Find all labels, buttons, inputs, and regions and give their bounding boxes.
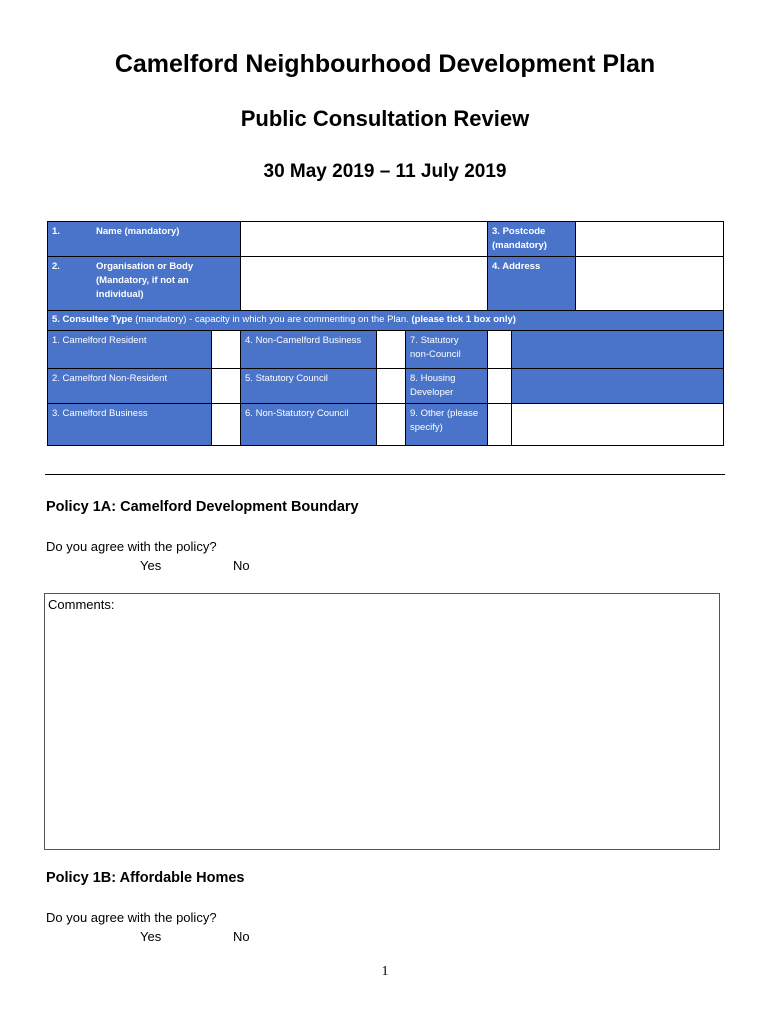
type-label: 7. Statutory non-Council — [406, 331, 488, 369]
organisation-label: Organisation or Body (Mandatory, if not an individual) — [96, 261, 194, 300]
postcode-label: 3. Postcode (mandatory) — [488, 222, 576, 257]
address-field[interactable] — [576, 257, 724, 311]
type-label: 6. Non-Statutory Council — [241, 404, 377, 446]
policy-1a-comments-box[interactable] — [44, 593, 720, 850]
type-checkbox[interactable] — [212, 369, 241, 404]
address-label: 4. Address — [488, 257, 576, 311]
type-checkbox[interactable] — [212, 404, 241, 446]
type-checkbox[interactable] — [488, 369, 512, 404]
type-checkbox[interactable] — [377, 369, 406, 404]
type-label: 8. Housing Developer — [406, 369, 488, 404]
policy-1b-question: Do you agree with the policy? — [46, 910, 217, 925]
row-number: 1. — [52, 226, 60, 237]
type-checkbox[interactable] — [377, 331, 406, 369]
policy-1a-no-option[interactable]: No — [233, 558, 250, 573]
postcode-field[interactable] — [576, 222, 724, 257]
name-label-cell — [48, 222, 241, 257]
row-number: 2. — [52, 261, 60, 272]
consultee-type-instruction: (please tick 1 box only) — [411, 314, 516, 325]
type-checkbox[interactable] — [212, 331, 241, 369]
document-subtitle: Public Consultation Review — [240, 106, 530, 131]
document-title: Camelford Neighbourhood Development Plan — [114, 50, 656, 78]
policy-1b-yes-option[interactable]: Yes — [140, 929, 162, 944]
type-checkbox[interactable] — [488, 404, 512, 446]
policy-1a-question: Do you agree with the policy? — [46, 539, 217, 554]
type-spacer — [512, 331, 724, 369]
type-label: 5. Statutory Council — [241, 369, 377, 404]
policy-1a-yes-option[interactable]: Yes — [140, 558, 162, 573]
consultee-form — [47, 221, 724, 446]
policy-1b-no-option[interactable]: No — [233, 929, 250, 944]
consultation-dates: 30 May 2019 – 11 July 2019 — [263, 161, 507, 182]
type-label: 1. Camelford Resident — [48, 331, 212, 369]
type-checkbox[interactable] — [377, 404, 406, 446]
consultee-type-header — [48, 311, 724, 331]
type-label: 4. Non-Camelford Business — [241, 331, 377, 369]
type-spacer — [512, 369, 724, 404]
name-label: Name (mandatory) — [96, 226, 180, 237]
name-field[interactable] — [241, 222, 488, 257]
comments-label: Comments: — [48, 597, 115, 612]
page-number: 1 — [381, 964, 389, 979]
type-label: 3. Camelford Business — [48, 404, 212, 446]
other-specify-field[interactable] — [512, 404, 724, 446]
organisation-label-cell — [48, 257, 241, 311]
type-label: 9. Other (please specify) — [406, 404, 488, 446]
organisation-field[interactable] — [241, 257, 488, 311]
type-label: 2. Camelford Non-Resident — [48, 369, 212, 404]
policy-1b-title: Policy 1B: Affordable Homes — [46, 870, 245, 886]
type-checkbox[interactable] — [488, 331, 512, 369]
consultee-type-heading: 5. Consultee Type — [52, 314, 133, 325]
policy-1a-title: Policy 1A: Camelford Development Boundary — [46, 499, 359, 515]
section-divider — [45, 474, 725, 475]
consultee-type-note: (mandatory) - capacity in which you are commenting on the Plan. — [132, 314, 412, 325]
